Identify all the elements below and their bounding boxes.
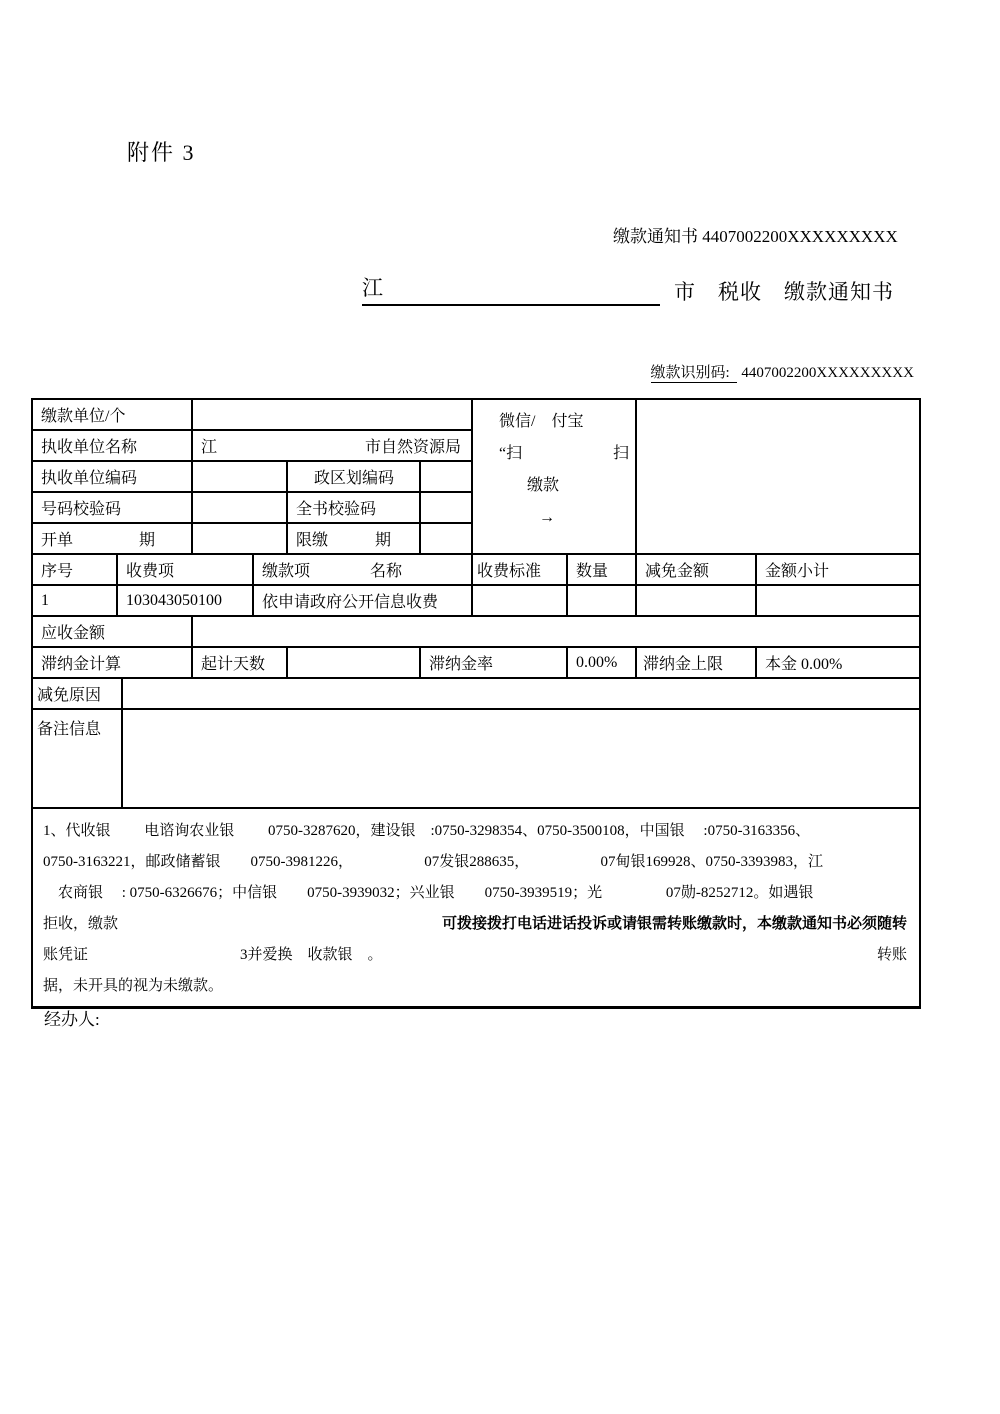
- item-reduction: [636, 585, 756, 616]
- note-line-4-right: 可拨接拨打电话进话投诉或请银需转账缴款时，本缴款通知书必须随转: [442, 916, 908, 932]
- items-header-row: [32, 554, 920, 585]
- wechat-alipay-note: [472, 399, 636, 554]
- doc-check-value: [420, 492, 472, 523]
- header-quantity: 数量: [567, 554, 636, 585]
- item-quantity: [567, 585, 636, 616]
- note-line-3: 农商银 : 0750-6326676；中信银 0750-3939032；兴业银 0750-3939519；光 07勋-8252712。如遇银: [43, 885, 814, 901]
- issue-date-right: 期: [139, 532, 156, 549]
- header-subtotal: 金额小计: [756, 554, 920, 585]
- row-amount-due: [32, 616, 920, 647]
- item-subtotal: [756, 585, 920, 616]
- remarks-label: 备注信息: [32, 709, 122, 808]
- wechat-scan-left: “扫: [499, 445, 523, 462]
- item-row: [32, 585, 920, 616]
- district-code-label: 政区划编码: [287, 461, 420, 492]
- collector-name-label: 执收单位名称: [32, 430, 192, 461]
- arrow-icon: →: [539, 509, 556, 526]
- note-line-5-mid: 3并爱换 收款银 。: [240, 947, 383, 963]
- note-line-5-left: 账凭证: [43, 947, 89, 963]
- row-late-fee: [32, 647, 920, 678]
- item-name: 依申请政府公开信息收费: [253, 585, 472, 616]
- note-line-6: 据，未开具的视为未缴款。: [43, 978, 224, 994]
- collector-name-prefix: 江: [201, 439, 218, 456]
- issue-date-label: [32, 523, 192, 554]
- header-fee-standard: 收费标准: [472, 554, 567, 585]
- issue-date-left: 开单: [41, 532, 74, 549]
- issue-date-value: [192, 523, 287, 554]
- late-fee-rate-value: 0.00%: [567, 647, 636, 678]
- collector-code-value: [192, 461, 287, 492]
- row-payer: [32, 399, 920, 430]
- collector-code-label: 执收单位编码: [32, 461, 192, 492]
- header-pay-item: [253, 554, 472, 585]
- row-remarks: [32, 709, 920, 808]
- late-fee-cap-value: 本金 0.00%: [756, 647, 920, 678]
- item-fee-code: 103043050100: [117, 585, 253, 616]
- collector-name-suffix: 市自然资源局: [365, 439, 462, 456]
- header-pay-item-text: 缴款项: [262, 563, 311, 580]
- payer-value: [192, 399, 472, 430]
- reduction-reason-label: 减免原因: [32, 678, 122, 709]
- payment-id-label: 缴款识别码:: [651, 365, 738, 383]
- wechat-line3: 缴款: [527, 477, 560, 494]
- doc-check-label: 全书校验码: [287, 492, 420, 523]
- row-reduction-reason: [32, 678, 920, 709]
- document-title: [362, 272, 894, 306]
- wechat-line1: 微信/ 付宝: [499, 413, 584, 430]
- late-fee-calc-label: 滞纳金计算: [32, 647, 192, 678]
- remarks-value: [122, 709, 920, 808]
- reduction-reason-value: [122, 678, 920, 709]
- payer-label: 缴款单位/个: [32, 399, 192, 430]
- note-line-4: [43, 909, 907, 940]
- note-line-2: 0750-3163221，邮政储蓄银 0750-3981226， 07发银288635， 07甸银169928、0750-3393983，江: [43, 854, 823, 870]
- note-line-4-left: 拒收，缴款: [43, 916, 119, 932]
- payment-id-line: [643, 344, 914, 382]
- payment-id-value: 4407002200XXXXXXXXX: [741, 365, 914, 381]
- operator-label: 经办人:: [44, 1010, 100, 1029]
- wechat-scan-right: 扫: [613, 445, 630, 462]
- amount-due-label: 应收金额: [32, 616, 192, 647]
- header-reduction: 减免金额: [636, 554, 756, 585]
- late-fee-cap-label: 滞纳金上限: [636, 647, 756, 678]
- amount-due-value: [192, 616, 920, 647]
- collector-name-value: [192, 430, 472, 461]
- payment-form-table: [31, 398, 921, 1009]
- header-seq: 序号: [32, 554, 117, 585]
- number-check-label: 号码校验码: [32, 492, 192, 523]
- attachment-label: 附件 3: [127, 140, 196, 165]
- note-line-5: [43, 940, 907, 971]
- note-line-1: 1、代收银 电谘询农业银 0750-3287620，建设银 :0750-3298354、0750-3500108，中国银 :0750-3163356、: [43, 823, 811, 839]
- late-fee-days-value: [287, 647, 420, 678]
- qr-code-area: [636, 399, 920, 554]
- item-fee-standard: [472, 585, 567, 616]
- late-fee-days-label: 起计天数: [192, 647, 287, 678]
- item-seq: 1: [32, 585, 117, 616]
- title-city-blank: 江: [362, 272, 660, 306]
- header-fee-item: 收费项: [117, 554, 253, 585]
- title-text: 市 税收 缴款通知书: [674, 280, 894, 304]
- notes-block: [32, 808, 920, 1008]
- notice-number: 缴款通知书 4407002200XXXXXXXXX: [613, 227, 898, 246]
- note-line-5-right: 转账: [877, 947, 908, 963]
- late-fee-rate-label: 滞纳金率: [420, 647, 567, 678]
- due-date-right: 期: [375, 532, 392, 549]
- district-code-value: [420, 461, 472, 492]
- due-date-label: [287, 523, 420, 554]
- wechat-line2: [499, 438, 631, 470]
- row-notes: [32, 808, 920, 1008]
- header-name-text: 名称: [370, 563, 403, 580]
- due-date-value: [420, 523, 472, 554]
- due-date-left: 限缴: [296, 532, 329, 549]
- number-check-value: [192, 492, 287, 523]
